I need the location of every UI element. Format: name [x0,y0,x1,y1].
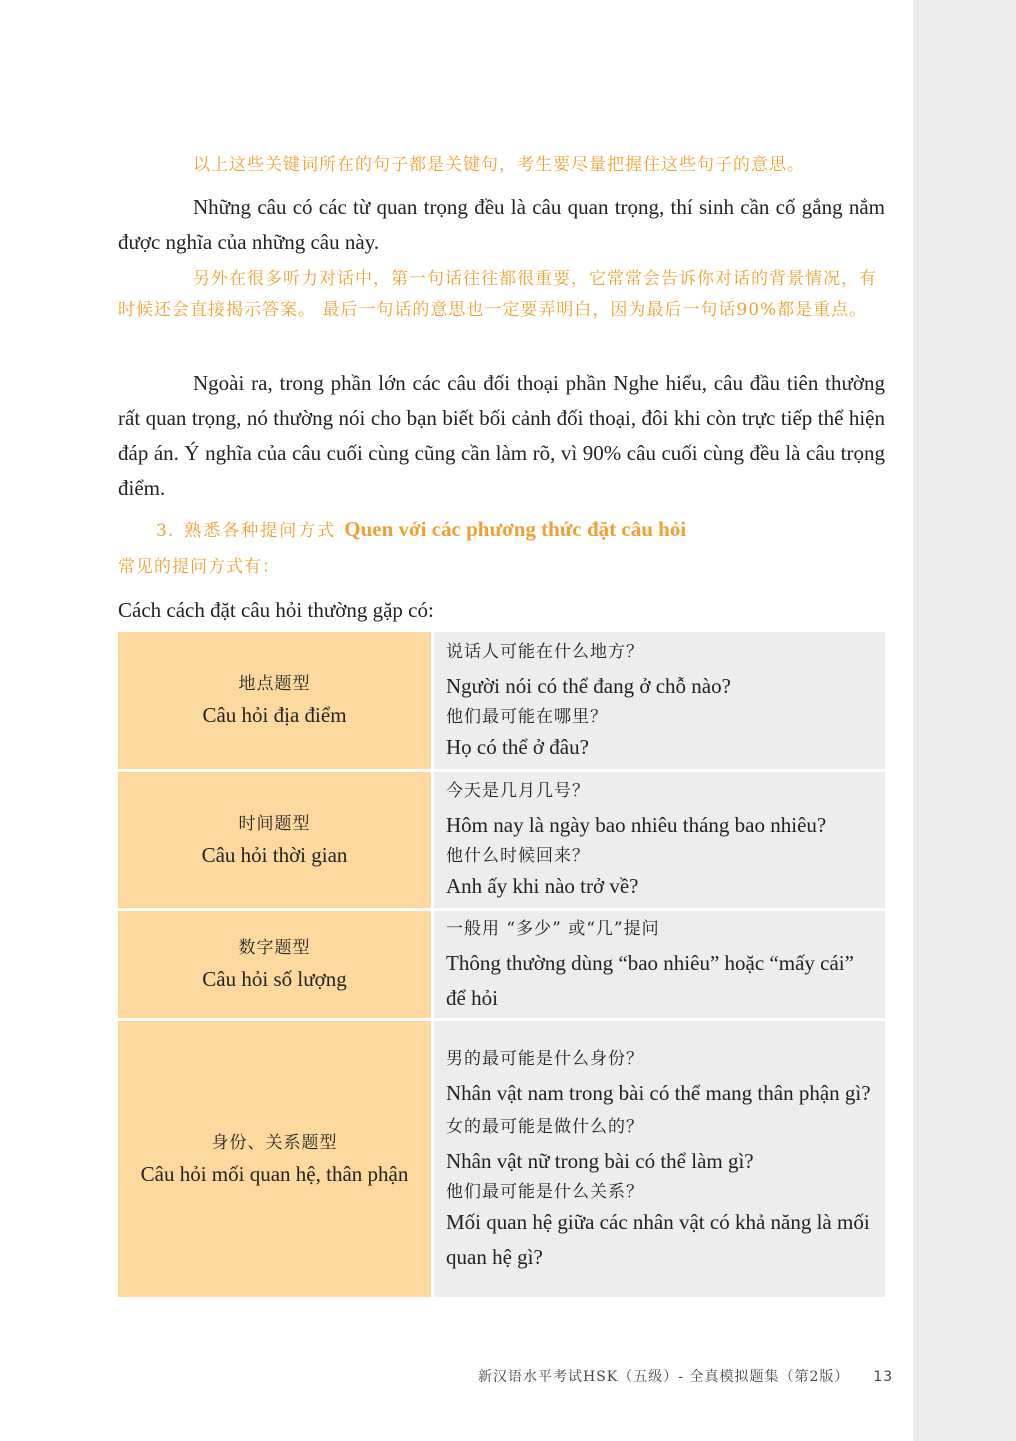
example-zh: 今天是几月几号？ [446,781,590,801]
example-zh: 他们最可能在哪里？ [446,706,608,727]
example-zh: 说话人可能在什么地方？ [446,641,644,662]
example-zh: 他们最可能是什么关系？ [446,1181,644,1202]
section-intro-zh: 常见的提问方式有： [118,557,280,577]
section-heading [156,516,686,542]
paragraph-vn-1: Những câu có các từ quan trọng đều là câu quan trọng, thí sinh cần cố gắng nắm được nghĩa của những câu này. [118,195,885,254]
category-vn: Câu hỏi thời gian [201,842,348,867]
section-number: 3. [156,521,175,541]
example-zh: 男的最可能是什么身份？ [446,1048,644,1069]
example-vn: Anh ấy khi nào trở về? [446,874,639,898]
page-footer [478,1366,893,1386]
table-row [118,770,885,909]
table-row [118,909,885,1019]
example-vn: Hôm nay là ngày bao nhiêu tháng bao nhiêu? [446,813,827,837]
section-title-vn: Quen với các phương thức đặt câu hỏi [344,517,687,541]
category-zh: 地点题型 [238,674,311,695]
category-zh: 数字题型 [238,938,311,958]
paragraph-zh-2: 另外在很多听力对话中，第一句话往往都很重要，它常常会告诉你对话的背景情况，有时候还会直接揭示答案。 最后一句话的意思也一定要弄明白，因为最后一句话90%都是重点。 [118,269,877,320]
example-vn: Họ có thể ở đâu? [446,734,589,759]
table-row [118,632,885,770]
section-title-zh: 熟悉各种提问方式 [184,521,337,541]
example-zh: 女的最可能是做什么的？ [446,1116,644,1137]
category-zh: 身份、关系题型 [211,1132,338,1153]
category-zh: 时间题型 [238,813,311,834]
category-cell [118,770,433,909]
examples-cell [433,632,886,770]
examples-cell [433,909,886,1019]
section-intro-vn: Cách cách đặt câu hỏi thường gặp có: [118,598,434,622]
example-zh: 他什么时候回来？ [446,846,590,866]
paragraph-vn-2: Ngoài ra, trong phần lớn các câu đối thoại phần Nghe hiểu, câu đầu tiên thường rất quan trọng, nó thường nói cho bạn biết bối cảnh đối thoại, đôi khi còn trực tiếp thể hiện đáp án. Ý nghĩa của câu cuối cùng cũng cần làm rõ, vì 90% câu cuối cùng đều là câu trọng điểm. [118,371,885,500]
examples-cell [433,1019,886,1297]
example-zh: 一般用 “多少” 或“几”提问 [446,918,660,939]
category-vn: Câu hỏi số lượng [202,967,347,991]
category-cell [118,909,433,1019]
page-number: 13 [873,1369,894,1385]
category-cell [118,632,433,770]
example-vn: Mối quan hệ giữa các nhân vật có khả năng là mối quan hệ gì? [446,1209,870,1269]
book-title: 新汉语水平考试HSK（五级）- 全真模拟题集（第2版） [478,1369,850,1385]
paragraph-zh-1: 以上这些关键词所在的句子都是关键句，考生要尽量把握住这些句子的意思。 [193,155,805,175]
category-vn: Câu hỏi địa điểm [202,703,347,728]
category-vn: Câu hỏi mối quan hệ, thân phận [140,1161,409,1186]
table-row [118,1019,885,1297]
example-vn: Nhân vật nam trong bài có thể mang thân phận gì? [446,1080,871,1105]
example-vn: Thông thường dùng “bao nhiêu” hoặc “mấy cái” để hỏi [446,950,854,1010]
example-vn: Người nói có thể đang ở chỗ nào? [446,673,731,698]
example-vn: Nhân vật nữ trong bài có thể làm gì? [446,1148,754,1173]
examples-cell [433,770,886,909]
page-margin-band [913,0,1016,1441]
question-type-table [118,632,885,1297]
category-cell [118,1019,433,1297]
